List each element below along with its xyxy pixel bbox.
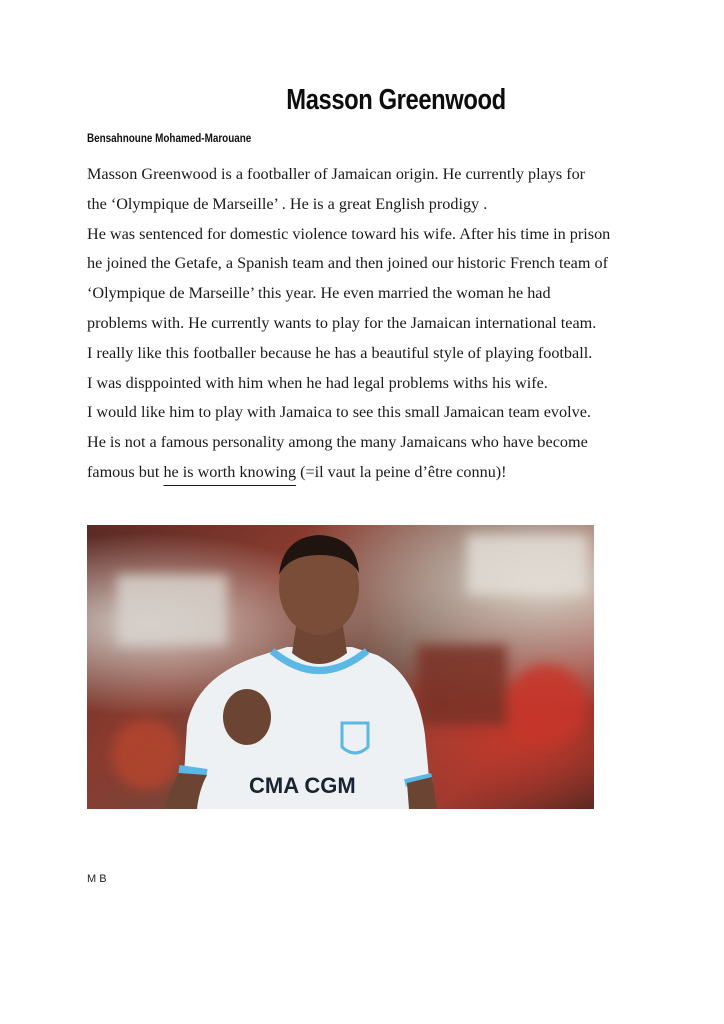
text-line: the ‘Olympique de Marseille’ . He is a great English prodigy . bbox=[87, 194, 488, 213]
background-blur bbox=[507, 665, 587, 745]
footballer-photo bbox=[87, 525, 594, 809]
text-line: I would like him to play with Jamaica to see this small Jamaican team evolve. bbox=[87, 403, 591, 422]
background-blur bbox=[112, 720, 182, 790]
text-line: ‘Olympique de Marseille’ this year. He even married the woman he had bbox=[87, 284, 551, 303]
text-line: He was sentenced for domestic violence toward his wife. After his time in prison bbox=[87, 224, 611, 243]
background-blur bbox=[117, 575, 227, 645]
shirt-sponsor: CMA CGM bbox=[249, 773, 356, 798]
text-line: I was disppointed with him when he had legal problems withs his wife. bbox=[87, 373, 548, 392]
footer-initials: M B bbox=[87, 873, 107, 885]
text-line: He is not a famous personality among the many Jamaicans who have become bbox=[87, 433, 588, 452]
body-paragraph bbox=[87, 160, 647, 488]
text-line: problems with. He currently wants to play for the Jamaican international team. bbox=[87, 313, 597, 332]
background-blur bbox=[417, 645, 507, 725]
text-line: I really like this footballer because he has a beautiful style of playing football. bbox=[87, 343, 593, 362]
text-line: he joined the Getafe, a Spanish team and then joined our historic French team of bbox=[87, 254, 608, 273]
fist bbox=[223, 689, 271, 745]
sleeve-trim bbox=[179, 769, 207, 773]
document-title: Masson Greenwood bbox=[286, 84, 506, 116]
background-blur bbox=[467, 535, 587, 595]
author-name: Bensahnoune Mohamed-Marouane bbox=[87, 133, 252, 145]
text-segment: (=il vaut la peine d’être connu)! bbox=[296, 462, 507, 481]
text-line-last bbox=[87, 458, 647, 488]
text-line: Masson Greenwood is a footballer of Jamaican origin. He currently plays for bbox=[87, 165, 586, 183]
text-segment: famous but bbox=[87, 462, 164, 481]
underlined-phrase: he is worth knowing bbox=[163, 462, 297, 481]
footballer-illustration bbox=[87, 525, 594, 809]
